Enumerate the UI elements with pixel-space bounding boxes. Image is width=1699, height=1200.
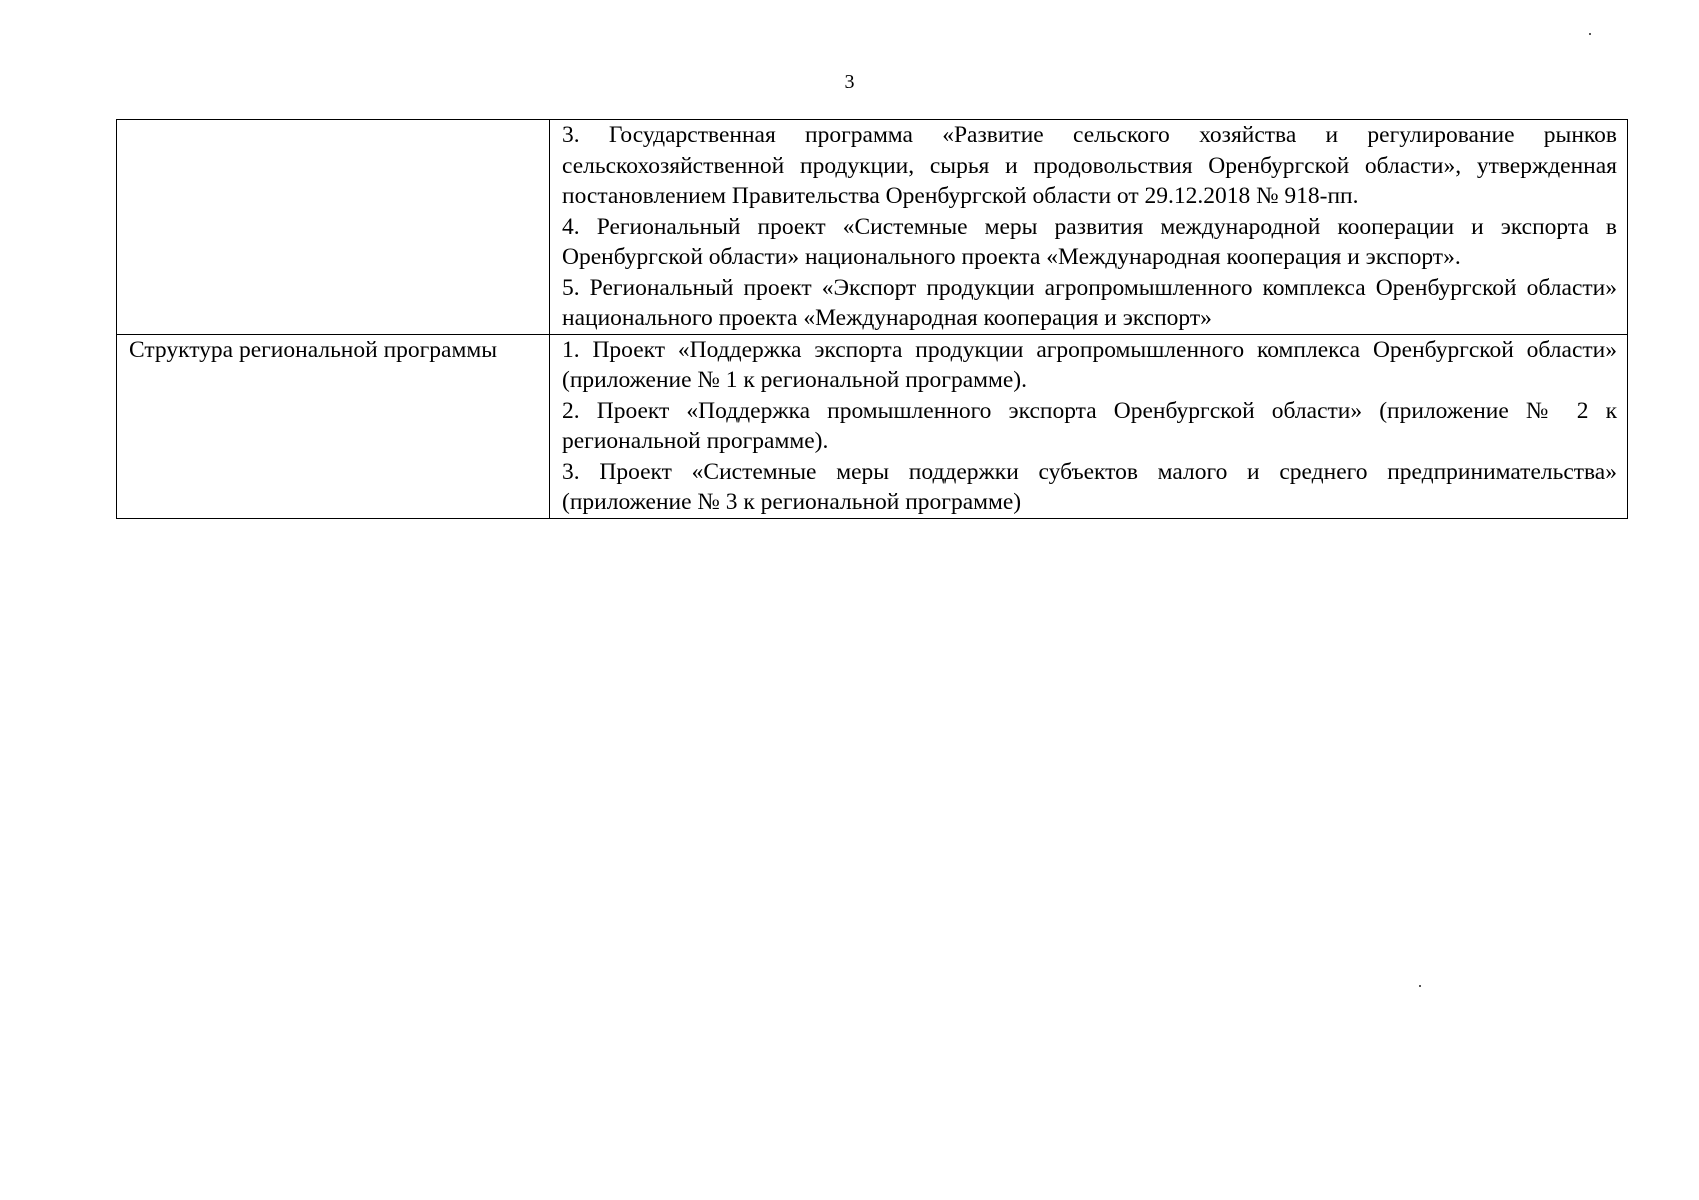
table-row bbox=[117, 334, 1628, 518]
row-label-cell bbox=[117, 120, 550, 335]
list-item: 2. Проект «Поддержка промышленного экспорта Оренбургской области» (приложение № 2 к региональной программе). bbox=[562, 397, 1617, 454]
table-row bbox=[117, 120, 1628, 335]
list-item: 3. Проект «Системные меры поддержки субъектов малого и среднего предпринимательства» (приложение № 3 к региональной программе) bbox=[562, 458, 1617, 515]
row-label-cell: Структура региональной программы bbox=[117, 334, 550, 518]
list-item: 1. Проект «Поддержка экспорта продукции агропромышленного комплекса Оренбургской области» (приложение № 1 к региональной программе). bbox=[562, 336, 1617, 393]
scan-speck bbox=[1419, 985, 1421, 987]
passport-table bbox=[116, 119, 1628, 519]
scan-speck bbox=[1589, 33, 1591, 35]
page-number: 3 bbox=[844, 71, 855, 93]
list-item: 5. Региональный проект «Экспорт продукции агропромышленного комплекса Оренбургской области» национального проекта «Международная кооперация и экспорт» bbox=[562, 274, 1617, 331]
list-item: 3. Государственная программа «Развитие сельского хозяйства и регулирование рынков сельскохозяйственной продукции, сырья и продовольствия Оренбургской области», утвержденная постановлением Правительства Оренбургской области от 29.12.2018 № 918-пп. bbox=[562, 122, 1617, 209]
list-item: 4. Региональный проект «Системные меры развития международной кооперации и экспорта в Оренбургской области» национального проекта «Международная кооперация и экспорт». bbox=[562, 213, 1617, 270]
row-content-cell bbox=[550, 120, 1628, 335]
row-content-cell bbox=[550, 334, 1628, 518]
